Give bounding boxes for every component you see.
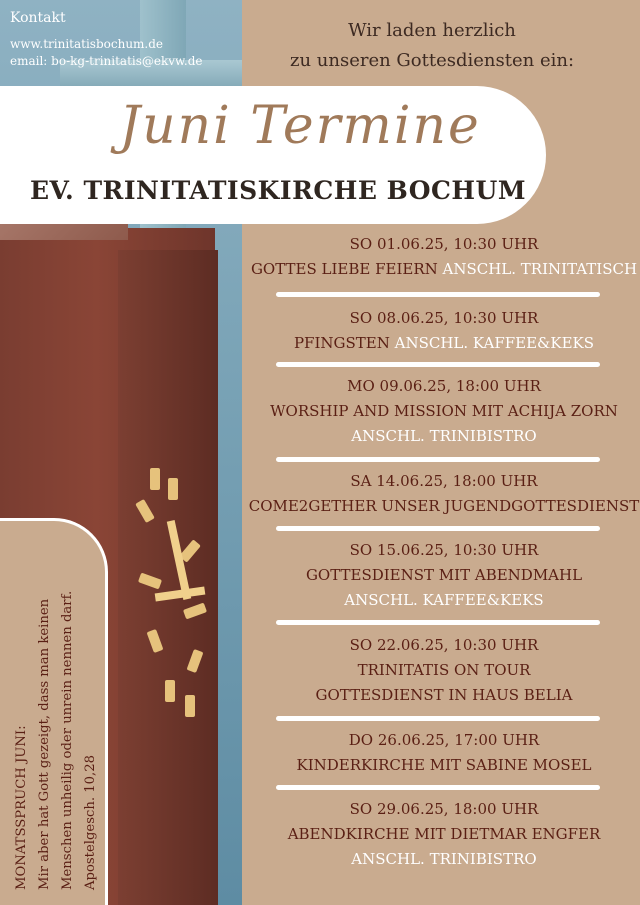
clock-mark xyxy=(165,680,175,702)
event-date: DO 26.06.25, 17:00 UHR xyxy=(348,731,540,749)
event-extra: ANSCHL. KAFFEE&KEKS xyxy=(344,591,544,609)
event-date: MO 09.06.25, 18:00 UHR xyxy=(347,377,541,395)
event-date: SO 08.06.25, 10:30 UHR xyxy=(349,309,539,327)
verse-line-2: Menschen unheilig oder unrein nennen darf. xyxy=(60,590,75,890)
event-divider xyxy=(276,620,600,625)
event-item xyxy=(248,306,640,356)
event-date: SO 22.06.25, 10:30 UHR xyxy=(349,636,539,654)
email-link[interactable]: email: bo-kg-trinitatis@ekvw.de xyxy=(10,54,203,68)
invitation-line-2: zu unseren Gottesdiensten ein: xyxy=(289,50,575,71)
event-title xyxy=(248,331,640,356)
monthly-verse-text xyxy=(10,530,110,890)
page-title: Juni Termine xyxy=(119,96,481,156)
event-extra: ANSCHL. TRINITATISCH xyxy=(437,260,638,278)
event-title: COME2GETHER UNSER JUGENDGOTTESDIENST xyxy=(248,497,640,515)
church-name: EV. TRINITATISKIRCHE BOCHUM xyxy=(29,176,527,205)
event-date: SO 01.06.25, 10:30 UHR xyxy=(349,235,539,253)
invitation-line-1: Wir laden herzlich xyxy=(348,20,516,41)
clock-mark xyxy=(150,468,160,490)
event-item xyxy=(248,374,640,449)
event-divider xyxy=(276,785,600,790)
invitation-text xyxy=(252,16,612,76)
verse-line-1: Mir aber hat Gott gezeigt, dass man keinen xyxy=(37,598,52,890)
event-date: SO 15.06.25, 10:30 UHR xyxy=(349,541,539,559)
event-title: GOTTESDIENST MIT ABENDMAHL xyxy=(305,566,583,584)
event-divider xyxy=(276,292,600,297)
event-item xyxy=(248,728,640,778)
event-extra: ANSCHL. TRINIBISTRO xyxy=(351,427,537,445)
event-divider xyxy=(276,362,600,367)
verse-title: MONATSSPRUCH JUNI: xyxy=(14,725,29,890)
event-item xyxy=(248,232,640,282)
contact-block xyxy=(10,10,203,70)
event-date: SA 14.06.25, 18:00 UHR xyxy=(350,472,538,490)
event-item xyxy=(248,469,640,519)
clock-mark xyxy=(168,478,178,500)
event-title: TRINITATIS ON TOUR xyxy=(357,661,531,679)
event-date: SO 29.06.25, 18:00 UHR xyxy=(349,800,539,818)
event-title-text: PFINGSTEN xyxy=(293,334,395,352)
event-title xyxy=(248,257,640,282)
event-divider xyxy=(276,457,600,462)
verse-source: Apostelgesch. 10,28 xyxy=(83,754,98,890)
tower-side-face xyxy=(118,250,218,905)
event-item xyxy=(248,633,640,708)
event-item xyxy=(248,797,640,872)
website-link[interactable]: www.trinitatisbochum.de xyxy=(10,37,164,51)
clock-mark xyxy=(185,695,195,717)
event-item xyxy=(248,538,640,613)
contact-title: Kontakt xyxy=(10,10,66,26)
event-title: KINDERKIRCHE MIT SABINE MOSEL xyxy=(296,756,592,774)
event-title: WORSHIP AND MISSION MIT ACHIJA ZORN xyxy=(270,402,618,420)
event-divider xyxy=(276,526,600,531)
event-extra: ANSCHL. TRINIBISTRO xyxy=(351,850,537,868)
event-subtitle: GOTTESDIENST IN HAUS BELIA xyxy=(315,686,573,704)
event-divider xyxy=(276,716,600,721)
event-title: ABENDKIRCHE MIT DIETMAR ENGFER xyxy=(287,825,601,843)
event-title-text: GOTTES LIEBE FEIERN xyxy=(250,260,438,278)
event-extra: ANSCHL. KAFFEE&KEKS xyxy=(394,334,595,352)
